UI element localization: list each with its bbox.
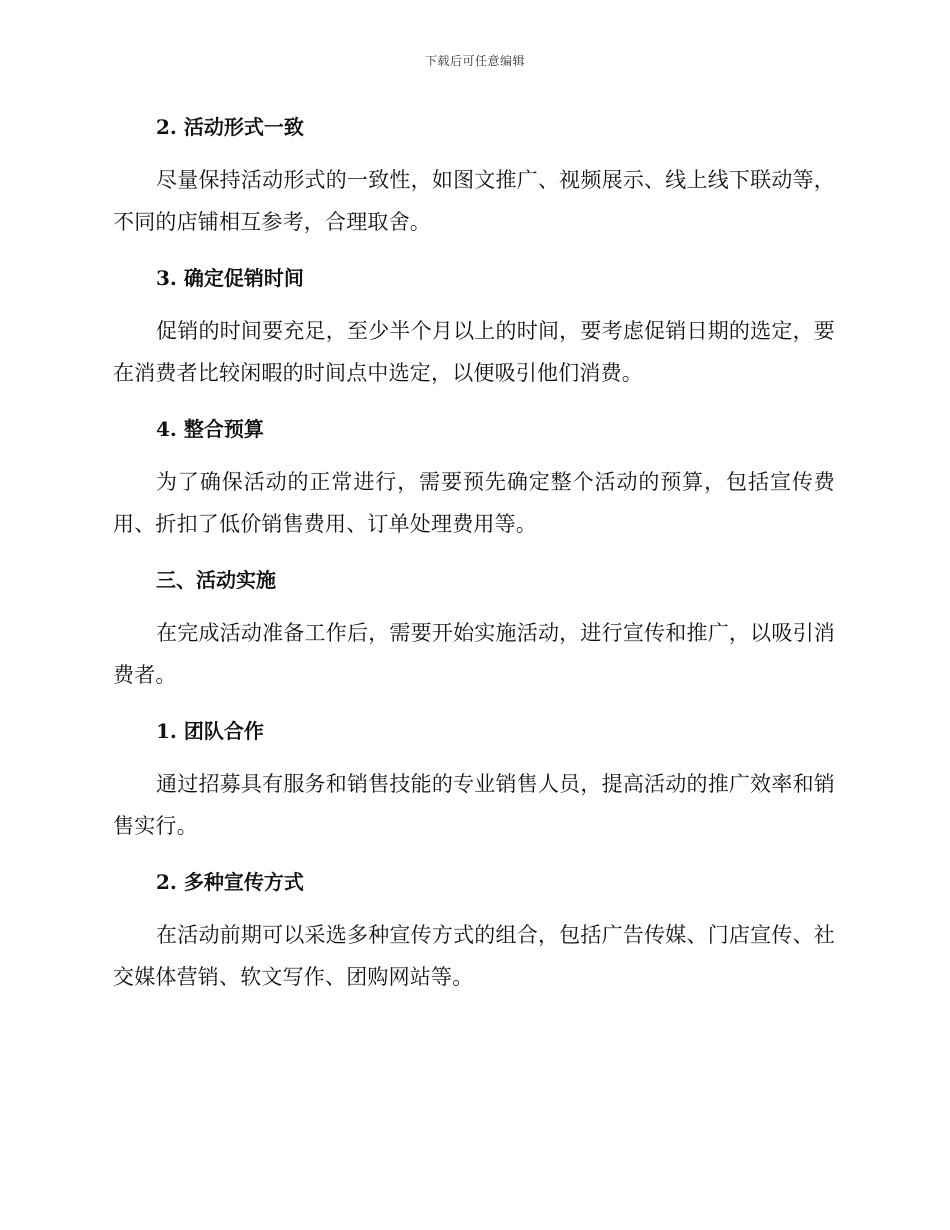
section: [113, 865, 835, 998]
header-note: 下载后可任意编辑: [424, 54, 525, 68]
section-heading: 三、活动实施: [156, 568, 276, 592]
document-body: [113, 110, 835, 998]
section: [113, 110, 835, 261]
section-heading: 2. 活动形式一致: [156, 115, 304, 139]
section-heading: 1. 团队合作: [156, 719, 264, 743]
section-heading: 2. 多种宣传方式: [156, 870, 304, 894]
section-paragraph: 为了确保活动的正常进行，需要预先确定整个活动的预算，包括宣传费用、折扣了低价销售费用、订单处理费用等。: [113, 470, 835, 536]
section: [113, 714, 835, 865]
section-paragraph: 促销的时间要充足，至少半个月以上的时间，要考虑促销日期的选定，要在消费者比较闲暇的时间点中选定，以便吸引他们消费。: [113, 319, 835, 385]
section-heading: 4. 整合预算: [156, 417, 264, 441]
section-paragraph: 尽量保持活动形式的一致性，如图文推广、视频展示、线上线下联动等，不同的店铺相互参考，合理取舍。: [113, 168, 835, 234]
section-heading: 3. 确定促销时间: [156, 266, 304, 290]
section: [113, 261, 835, 412]
section-paragraph: 通过招募具有服务和销售技能的专业销售人员，提高活动的推广效率和销售实行。: [113, 772, 835, 838]
section: [113, 412, 835, 563]
section: [113, 563, 835, 714]
section-paragraph: 在完成活动准备工作后，需要开始实施活动，进行宣传和推广，以吸引消费者。: [113, 621, 835, 687]
section-paragraph: 在活动前期可以采选多种宣传方式的组合，包括广告传媒、门店宣传、社交媒体营销、软文写作、团购网站等。: [113, 923, 835, 989]
